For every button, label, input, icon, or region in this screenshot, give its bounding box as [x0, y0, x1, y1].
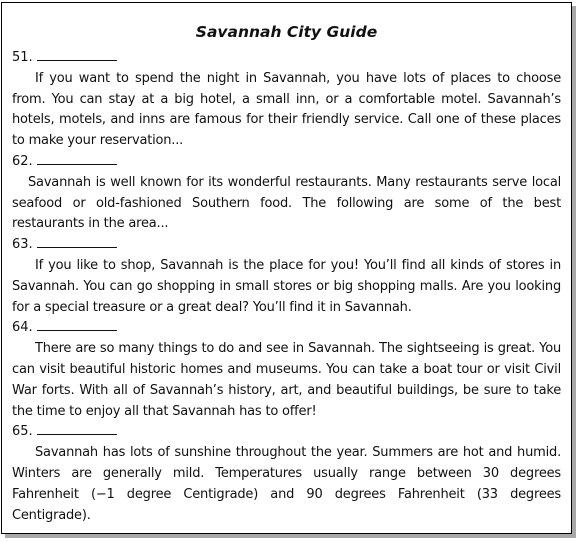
document-page: [1, 2, 572, 534]
section-number-label: 51.: [12, 50, 33, 65]
answer-blank: [37, 318, 117, 331]
section-number-label: 65.: [12, 424, 33, 440]
section-number-65: [12, 422, 561, 443]
section-paragraph-sightseeing: There are so many things to do and see in Savannah. The sightseeing is great. You can visit beautiful historic homes and museums. You can take a boat tour or visit Civil War forts. With all of Savannah’s history, art, and beautiful buildings, be sure to take the time to enjoy all that Savannah has to offer!: [12, 341, 561, 419]
answer-blank: [37, 235, 117, 248]
answer-blank: [37, 152, 117, 165]
section-number-62: [12, 152, 561, 173]
section-number-51: [12, 48, 561, 69]
section-number-64: [12, 318, 561, 339]
document-title: Savannah City Guide: [195, 23, 378, 41]
answer-blank: [37, 48, 117, 61]
answer-blank: [37, 422, 117, 435]
section-paragraph-shopping: If you like to shop, Savannah is the place for you! You’ll find all kinds of stores in Savannah. You can go shopping in small stores or big shopping malls. Are you looking for a special treasure or a great deal? You’ll find it in Savannah.: [12, 257, 561, 315]
section-paragraph-weather: Savannah has lots of sunshine throughout the year. Summers are hot and humid. Winters are generally mild. Temperatures usually range between 30 degrees Fahrenheit (−1 degree Centigrade) and 90 degrees Fahrenheit (33 degrees Centigrade).: [12, 445, 561, 523]
section-number-63: [12, 235, 561, 256]
section-number-label: 62.: [12, 153, 33, 169]
section-number-label: 63.: [12, 237, 33, 253]
section-paragraph-hotels: If you want to spend the night in Savannah, you have lots of places to choose from. You can stay at a big hotel, a small inn, or a comfortable motel. Savannah’s hotels, motels, and inns are famous for their friendly service. Call one of these places to make your reservation...: [12, 70, 561, 149]
section-number-label: 64.: [12, 320, 33, 336]
section-paragraph-restaurants: Savannah is well known for its wonderful restaurants. Many restaurants serve local seafood or old-fashioned Southern food. The following are some of the best restaurants in the area...: [12, 174, 561, 232]
